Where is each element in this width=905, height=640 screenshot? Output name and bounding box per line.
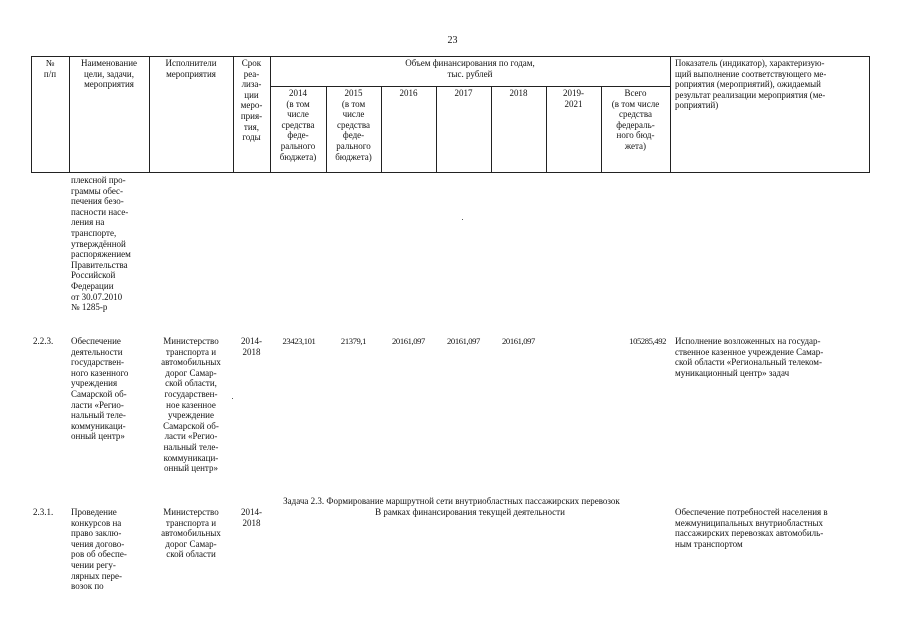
header-year-2018: 2018: [509, 88, 528, 98]
row-term: 2014- 2018: [241, 507, 262, 528]
scan-speck: [232, 398, 233, 399]
header-year-2017: 2017: [454, 88, 473, 98]
value-2017: 20161,097: [447, 336, 480, 346]
header-executors: Исполнители мероприятия: [165, 58, 217, 79]
value-2014: 23423,101: [282, 336, 316, 346]
header-indicator: Показатель (индикатор), характеризую- щий выполнение соответствующего ме- роприятия (мероприятий), ожидаемый результат реализации мероприятия (ме- роприятий): [675, 58, 827, 111]
task-heading: Задача 2.3. Формирование маршрутной сети внутриобластных пассажирских перевозок: [283, 496, 620, 506]
row-number: 2.3.1.: [33, 507, 54, 517]
row-name: Проведение конкурсов на право заклю- чения догово- ров об обеспе- чении регу- лярных пере- возок по: [71, 507, 127, 592]
value-2018: 20161,097: [502, 336, 535, 346]
header-year-2015: 2015 (в том числе средства феде- рального бюджета): [335, 88, 372, 162]
value-2016: 20161,097: [392, 336, 425, 346]
row-indicator: Исполнение возложенных на государ- ственное казенное учреждение Самар- ской области «Региональный телеком- муникационный центр» задач: [675, 336, 824, 378]
header-year-2019-2021: 2019- 2021: [563, 88, 584, 109]
header-total: Всего (в том числе средства федераль- ного бюд- жета): [611, 88, 660, 151]
row-funding-note: В рамках финансирования текущей деятельности: [375, 507, 565, 517]
row-executors: Министерство транспорта и автомобильных дорог Самар- ской области, государствен- ное казенное учреждение Самарской об- ласти «Регио- нальный теле- коммуникаци- онный центр»: [161, 336, 221, 474]
header-name: Наименование цели, задачи, мероприятия: [80, 58, 138, 90]
continuation-text: плексной про- граммы обес- печения безо- пасности насе- ления на транспорте, утверждённой распоряжением Правительства Российской Федерации от 30.07.2010 № 1285-р: [71, 175, 131, 313]
row-executors: Министерство транспорта и автомобильных дорог Самар- ской области: [161, 507, 221, 560]
scan-speck: [462, 219, 463, 220]
header-term: Срок реа- лиза- ции меро- прия- тия, годы: [240, 58, 263, 143]
row-number: 2.2.3.: [33, 336, 54, 346]
header-year-2014: 2014 (в том числе средства феде- рального бюджета): [279, 88, 317, 162]
row-term: 2014- 2018: [241, 336, 262, 357]
value-total: 105285,492: [629, 336, 666, 346]
header-no: № п/п: [43, 58, 57, 79]
row-name: Обеспечение деятельности государствен- ного казенного учреждения Самарской об- ласти «Регио- нальный теле- коммуникаци- онный центр»: [71, 336, 129, 442]
page-number: 23: [447, 35, 458, 46]
header-funding-title: Объем финансирования по годам, тыс. рублей: [405, 58, 535, 79]
row-indicator: Обеспечение потребностей населения в межмуниципальных внутриобластных пассажирских перевозках автомобиль- ным транспортом: [675, 507, 828, 549]
value-2015: 21379,1: [340, 336, 367, 346]
header-year-2016: 2016: [399, 88, 418, 98]
